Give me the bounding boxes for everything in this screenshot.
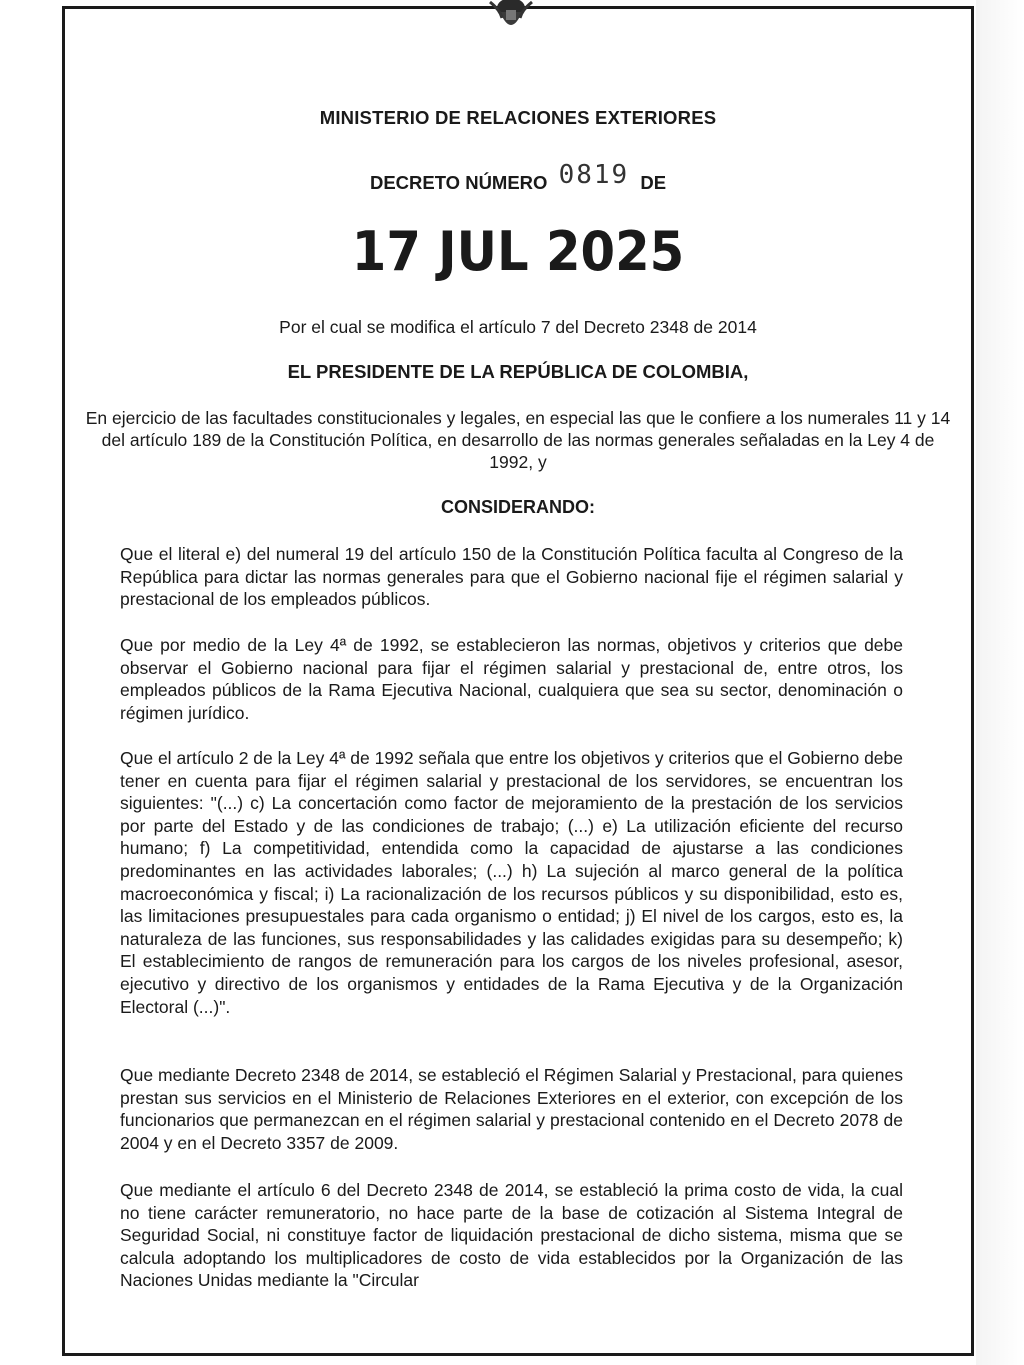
decree-suffix: DE <box>640 172 667 193</box>
decree-number-line <box>62 160 974 196</box>
considerando-paragraph: Que por medio de la Ley 4ª de 1992, se establecieron las normas, objetivos y criterios que debe observar el Gobierno nacional para fijar el régimen salarial y prestacional de, entre otros, los empleados públicos de la Rama Ejecutiva Nacional, cualquiera que sea su sector, denominación o régimen jurídico. <box>120 635 903 723</box>
ministry-title: MINISTERIO DE RELACIONES EXTERIORES <box>319 107 717 128</box>
considerando-paragraph: Que el artículo 2 de la Ley 4ª de 1992 señala que entre los objetivos y criterios que el Gobierno debe tener en cuenta para fijar el régimen salarial y prestacional de los servidores, se encuentran los siguientes: "(...) c) La concertación como factor de mejoramiento de la prestación de los servicios por parte del Estado y de las condiciones de trabajo; (...) e) La utilización eficiente del recurso humano; f) La competitividad, entendida como la capacidad de ajustarse a las condiciones predominantes en las actividades laborales; (...) h) La sujeción al marco general de la política macroeconómica y fiscal; i) La racionalización de los recursos públicos y su disponibilidad, esto es, las limitaciones presupuestales para cada organismo o entidad; j) El nivel de los cargos, esto es, la naturaleza de las funciones, sus responsabilidades y las calidades exigidas para su desempeño; k) El establecimiento de rangos de remuneración para los cargos de los niveles profesional, asesor, ejecutivo y directivo de los organismos y entidades de la Rama Ejecutiva y de la Organización Electoral (...)". <box>120 748 903 1017</box>
president-heading: EL PRESIDENTE DE LA REPÚBLICA DE COLOMBIA, <box>287 361 749 382</box>
coat-of-arms-icon <box>480 0 542 36</box>
faculties-statement: En ejercicio de las facultades constitucionales y legales, en especial las que le confiere a los numerales 11 y 14 del artículo 189 de la Constitución Política, en desarrollo de las normas generales señaladas en la Ley 4 de 1992, y <box>85 408 951 472</box>
decree-label: DECRETO NÚMERO <box>369 172 548 193</box>
considerando-paragraph: Que el literal e) del numeral 19 del artículo 150 de la Constitución Política faculta al Congreso de la República para dictar las normas generales para que el Gobierno nacional fije el régimen salarial y prestacional de los empleados públicos. <box>120 544 903 610</box>
page-edge-shadow <box>976 0 1024 1365</box>
considerando-heading: CONSIDERANDO: <box>440 497 595 517</box>
decree-subject: Por el cual se modifica el artículo 7 del Decreto 2348 de 2014 <box>279 317 757 337</box>
considerando-paragraph: Que mediante Decreto 2348 de 2014, se estableció el Régimen Salarial y Prestacional, para quienes prestan sus servicios en el Ministerio de Relaciones Exteriores en el exterior, con excepción de los funcionarios que permanezcan en el régimen salarial y prestacional contenido en el Decreto 2078 de 2004 y en el Decreto 3357 de 2009. <box>120 1065 903 1153</box>
considerando-paragraph: Que mediante el artículo 6 del Decreto 2348 de 2014, se estableció la prima costo de vida, la cual no tiene carácter remuneratorio, no hace parte de la base de cotización al Sistema Integral de Seguridad Social, ni constituye factor de liquidación prestacional de dicho sistema, misma que se calcula adoptando los multiplicadores de costo de vida establecidos por la Organización de las Naciones Unidas mediante la "Circular <box>120 1180 903 1291</box>
decree-number: 0819 <box>558 160 630 190</box>
decree-date-stamp: 17 JUL 2025 <box>351 220 685 283</box>
